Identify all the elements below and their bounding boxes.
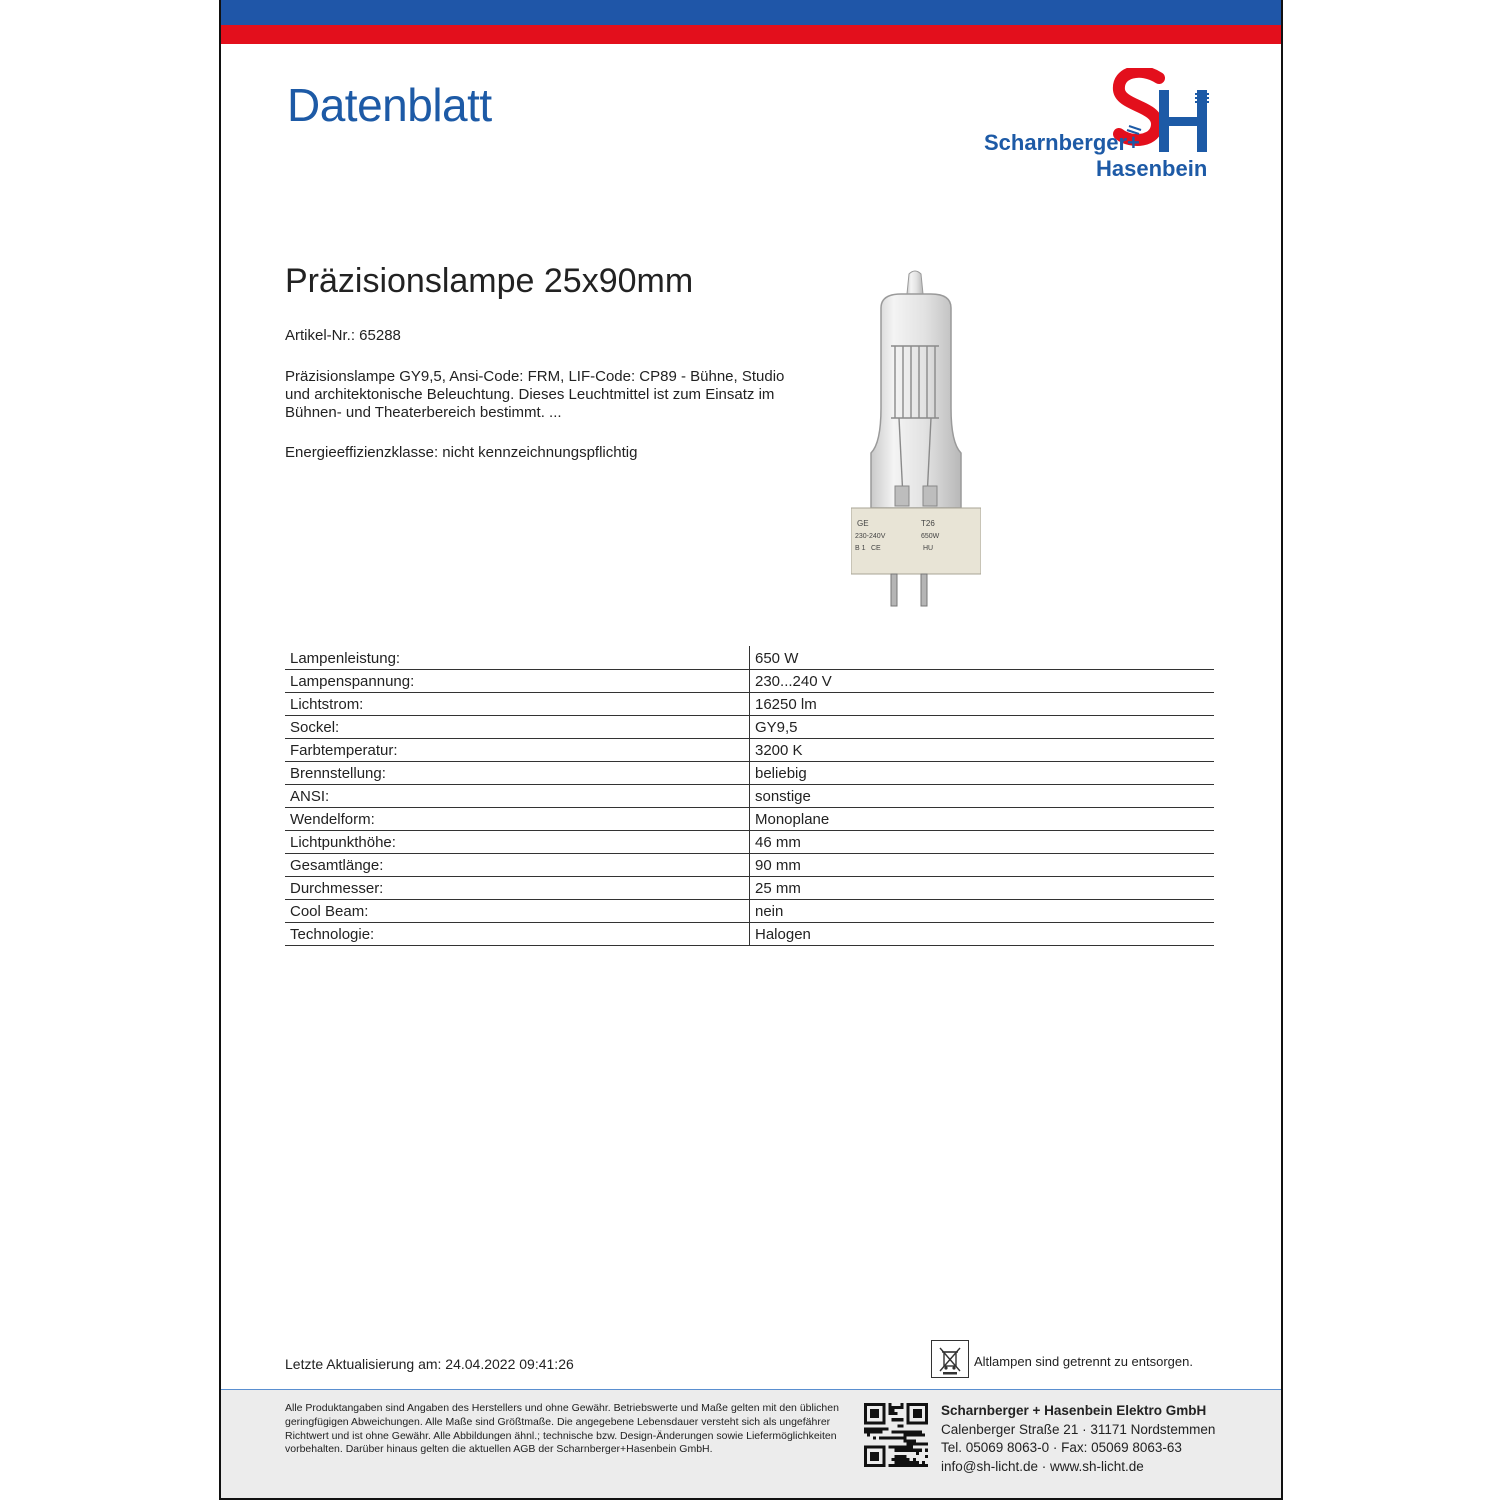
last-update: Letzte Aktualisierung am: 24.04.2022 09:41:26 — [285, 1356, 574, 1372]
header-band-blue — [221, 0, 1281, 25]
product-title: Präzisionslampe 25x90mm — [285, 262, 694, 300]
spec-label: Lichtstrom: — [285, 693, 750, 716]
spec-value: 3200 K — [750, 739, 1215, 762]
spec-row — [285, 854, 1214, 877]
spec-row — [285, 716, 1214, 739]
spec-row — [285, 877, 1214, 900]
company-logo — [981, 68, 1221, 188]
spec-row — [285, 647, 1214, 670]
header-band-red — [221, 25, 1281, 44]
page-title: Datenblatt — [287, 79, 492, 131]
lamp-label-code: B 1 — [855, 545, 866, 552]
spec-label: Brennstellung: — [285, 762, 750, 785]
spec-row — [285, 923, 1214, 946]
halogen-lamp-icon — [851, 268, 981, 608]
company-contact — [941, 1402, 1215, 1476]
spec-row — [285, 739, 1214, 762]
spec-row — [285, 900, 1214, 923]
company-web: info@sh-licht.de · www.sh-licht.de — [941, 1458, 1144, 1474]
product-description: Präzisionslampe GY9,5, Ansi-Code: FRM, LIF-Code: CP89 - Bühne, Studio und architektonische Beleuchtung. Dieses Leuchtmittel ist zum Einsatz im Bühnen- und Theaterbereich bestimmt. ... — [285, 368, 785, 421]
spec-value: GY9,5 — [750, 716, 1215, 739]
datasheet-page — [219, 0, 1283, 1500]
spec-label: Sockel: — [285, 716, 750, 739]
spec-label: Farbtemperatur: — [285, 739, 750, 762]
crossed-bin-icon — [931, 1340, 969, 1378]
spec-value: Monoplane — [750, 808, 1215, 831]
spec-value: nein — [750, 900, 1215, 923]
product-image — [851, 268, 981, 608]
lamp-label-watt: 650W — [921, 533, 940, 540]
lamp-label-origin: HU — [923, 545, 934, 552]
spec-label: Lichtpunkthöhe: — [285, 831, 750, 854]
legal-disclaimer: Alle Produktangaben sind Angaben des Herstellers und ohne Gewähr. Betriebswerte und Maße gelten mit den üblichen geringfügigen Abweichungen. Alle Maße sind Größtmaße. Die angegebene Lebensdauer versteht sich als ungefährer Richtwert und ist ohne Gewähr. Alle Abbildungen ähnl.; technische bzw. Design-Änderungen sowie Liefermöglichkeiten vorbehalten. Darüber hinaus gelten die aktuellen AGB der Scharnberger+Hasenbein GmbH. — [285, 1402, 839, 1456]
spec-row — [285, 762, 1214, 785]
disposal-note: Altlampen sind getrennt zu entsorgen. — [974, 1354, 1193, 1369]
lamp-label-ce: CE — [871, 545, 881, 552]
spec-value: beliebig — [750, 762, 1215, 785]
spec-label: Cool Beam: — [285, 900, 750, 923]
spec-value: 650 W — [750, 647, 1215, 670]
company-address: Calenberger Straße 21 · 31171 Nordstemmen — [941, 1421, 1216, 1437]
spec-table — [285, 646, 1214, 946]
spec-row — [285, 785, 1214, 808]
lamp-label-voltage: 230-240V — [855, 533, 886, 540]
lamp-label-type: T26 — [921, 519, 935, 528]
spec-value: sonstige — [750, 785, 1215, 808]
spec-value: Halogen — [750, 923, 1215, 946]
spec-value: 25 mm — [750, 877, 1215, 900]
spec-value: 46 mm — [750, 831, 1215, 854]
spec-label: Lampenleistung: — [285, 647, 750, 670]
company-name: Scharnberger + Hasenbein Elektro GmbH — [941, 1403, 1207, 1418]
spec-value: 230...240 V — [750, 670, 1215, 693]
spec-row — [285, 693, 1214, 716]
energy-class: Energieeffizienzklasse: nicht kennzeichnungspflichtig — [285, 444, 638, 461]
spec-label: Gesamtlänge: — [285, 854, 750, 877]
spec-row — [285, 831, 1214, 854]
spec-label: ANSI: — [285, 785, 750, 808]
spec-label: Technologie: — [285, 923, 750, 946]
spec-row — [285, 808, 1214, 831]
spec-row — [285, 670, 1214, 693]
spec-label: Durchmesser: — [285, 877, 750, 900]
spec-label: Lampenspannung: — [285, 670, 750, 693]
company-phone: Tel. 05069 8063-0 · Fax: 05069 8063-63 — [941, 1440, 1182, 1455]
article-number: Artikel-Nr.: 65288 — [285, 327, 401, 344]
spec-label: Wendelform: — [285, 808, 750, 831]
spec-value: 90 mm — [750, 854, 1215, 877]
logo-text-line1: Scharnberger+ — [984, 130, 1140, 155]
spec-value: 16250 lm — [750, 693, 1215, 716]
logo-text-line2: Hasenbein — [1096, 156, 1208, 181]
footer — [221, 1389, 1281, 1499]
qr-code-icon — [864, 1403, 928, 1467]
lamp-label-brand: GE — [857, 519, 869, 528]
